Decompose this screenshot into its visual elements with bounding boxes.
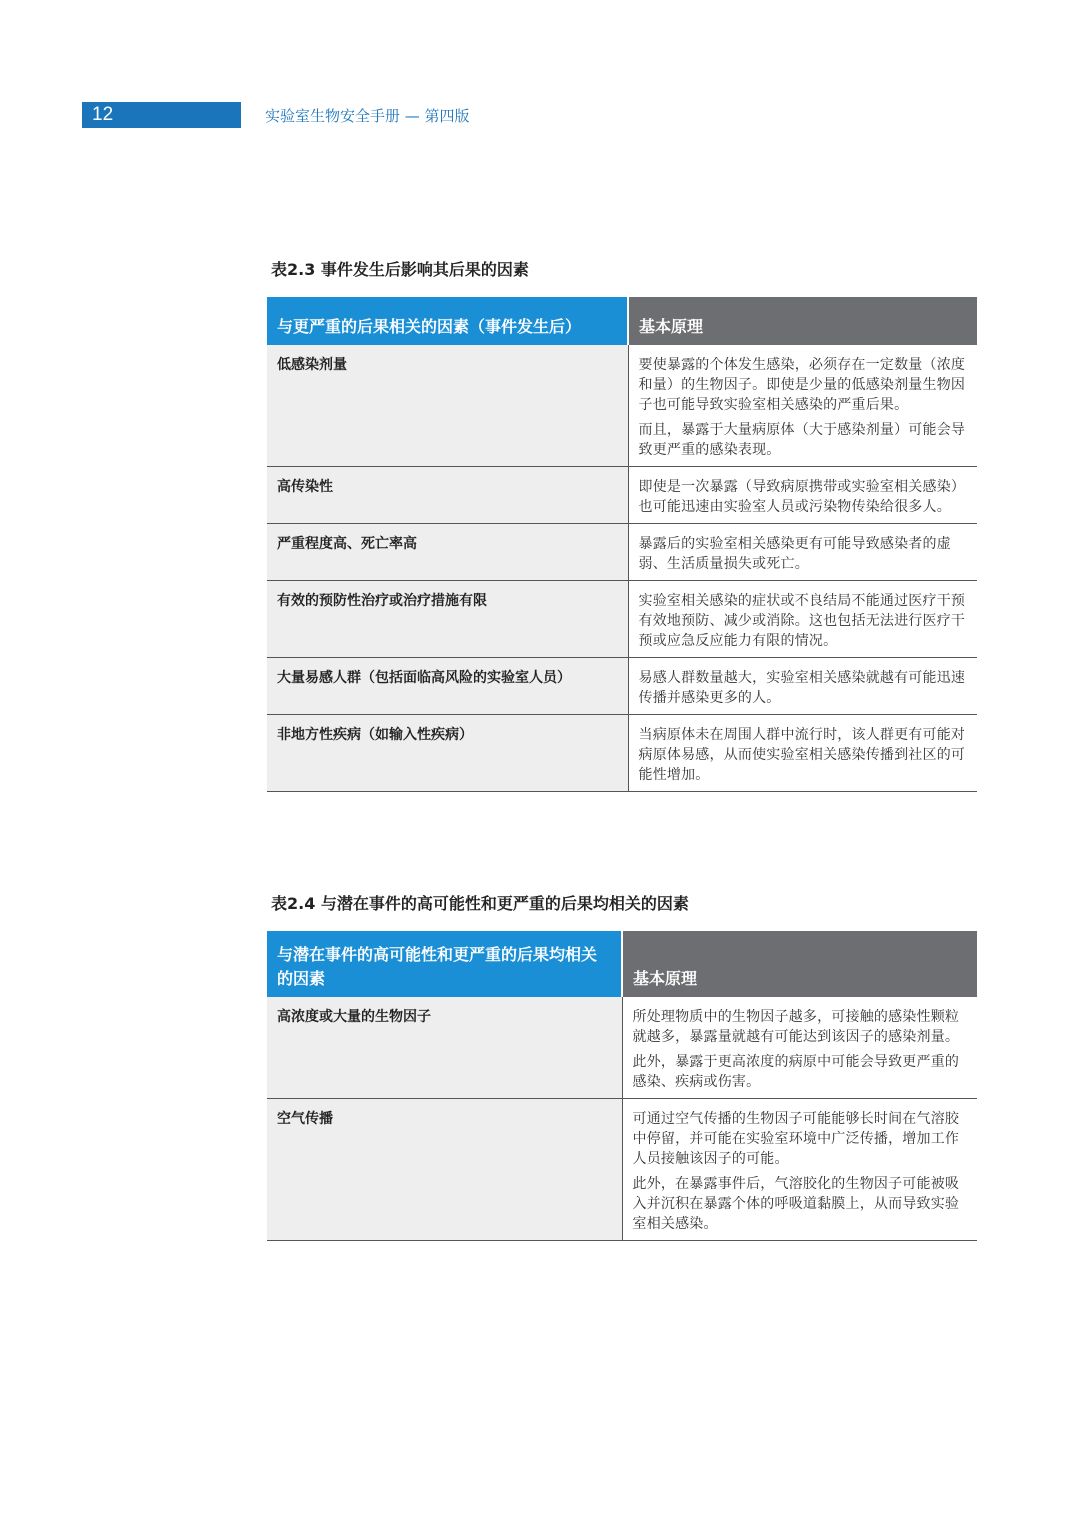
- factor-cell: 非地方性疾病（如输入性疾病）: [267, 715, 628, 792]
- principle-paragraph: 要使暴露的个体发生感染，必须存在一定数量（浓度和量）的生物因子。即使是少量的低感染剂量生物因子也可能导致实验室相关感染的严重后果。: [638, 357, 966, 413]
- table-row: [267, 524, 977, 581]
- principle-paragraph: 当病原体未在周围人群中流行时，该人群更有可能对病原体易感，从而使实验室相关感染传播到社区的可能性增加。: [638, 727, 966, 783]
- table-caption: 表2.4 与潜在事件的高可能性和更严重的后果均相关的因素: [271, 894, 689, 913]
- principle-paragraph: 而且，暴露于大量病原体（大于感染剂量）可能会导致更严重的感染表现。: [638, 422, 966, 458]
- factor-cell: 高浓度或大量的生物因子: [267, 997, 622, 1099]
- table-row: [267, 997, 977, 1099]
- principle-cell: [628, 715, 977, 792]
- principle-paragraph: 此外，在暴露事件后，气溶胶化的生物因子可能被吸入并沉积在暴露个体的呼吸道黏膜上，从而导致实验室相关感染。: [632, 1176, 960, 1232]
- principle-cell: [622, 997, 977, 1099]
- factor-cell: 严重程度高、死亡率高: [267, 524, 628, 581]
- principle-paragraph: 实验室相关感染的症状或不良结局不能通过医疗干预有效地预防、减少或消除。这也包括无法进行医疗干预或应急反应能力有限的情况。: [638, 593, 966, 649]
- data-table: [267, 931, 977, 1241]
- table-row: [267, 715, 977, 792]
- factor-cell: 大量易感人群（包括面临高风险的实验室人员）: [267, 658, 628, 715]
- principle-paragraph: 易感人群数量越大，实验室相关感染就越有可能迅速传播并感染更多的人。: [638, 670, 966, 706]
- page-number: 12: [92, 104, 114, 125]
- principle-cell: [622, 1099, 977, 1241]
- data-table: [267, 297, 977, 792]
- table-row: [267, 658, 977, 715]
- factor-cell: 低感染剂量: [267, 345, 628, 467]
- table-row: [267, 581, 977, 658]
- column-header-principle: 基本原理: [628, 297, 977, 345]
- table-caption: 表2.3 事件发生后影响其后果的因素: [271, 260, 529, 279]
- principle-paragraph: 可通过空气传播的生物因子可能能够长时间在气溶胶中停留，并可能在实验室环境中广泛传播，增加工作人员接触该因子的可能。: [632, 1111, 960, 1167]
- principle-cell: [628, 345, 977, 467]
- table-row: [267, 467, 977, 524]
- principle-paragraph: 所处理物质中的生物因子越多，可接触的感染性颗粒就越多，暴露量就越有可能达到该因子的感染剂量。: [632, 1009, 960, 1045]
- factor-cell: 高传染性: [267, 467, 628, 524]
- table-2-4-block: [267, 891, 977, 1241]
- principle-cell: [628, 524, 977, 581]
- table-body: [267, 345, 977, 792]
- factor-cell: 有效的预防性治疗或治疗措施有限: [267, 581, 628, 658]
- table-2-3-block: [267, 257, 977, 792]
- table-header-row: [267, 297, 977, 345]
- table-row: [267, 345, 977, 467]
- principle-cell: [628, 467, 977, 524]
- column-header-principle: 基本原理: [622, 931, 977, 997]
- principle-cell: [628, 581, 977, 658]
- factor-cell: 空气传播: [267, 1099, 622, 1241]
- principle-cell: [628, 658, 977, 715]
- running-header-title: 实验室生物安全手册 — 第四版: [265, 107, 470, 125]
- column-header-factor: 与更严重的后果相关的因素（事件发生后）: [267, 297, 628, 345]
- principle-paragraph: 暴露后的实验室相关感染更有可能导致感染者的虚弱、生活质量损失或死亡。: [638, 536, 951, 572]
- table-header-row: [267, 931, 977, 997]
- principle-paragraph: 此外，暴露于更高浓度的病原中可能会导致更严重的感染、疾病或伤害。: [632, 1054, 960, 1090]
- page-number-bar: [82, 102, 241, 128]
- table-body: [267, 997, 977, 1241]
- column-header-factor: 与潜在事件的高可能性和更严重的后果均相关的因素: [267, 931, 622, 997]
- principle-paragraph: 即使是一次暴露（导致病原携带或实验室相关感染）也可能迅速由实验室人员或污染物传染给很多人。: [638, 479, 966, 515]
- table-row: [267, 1099, 977, 1241]
